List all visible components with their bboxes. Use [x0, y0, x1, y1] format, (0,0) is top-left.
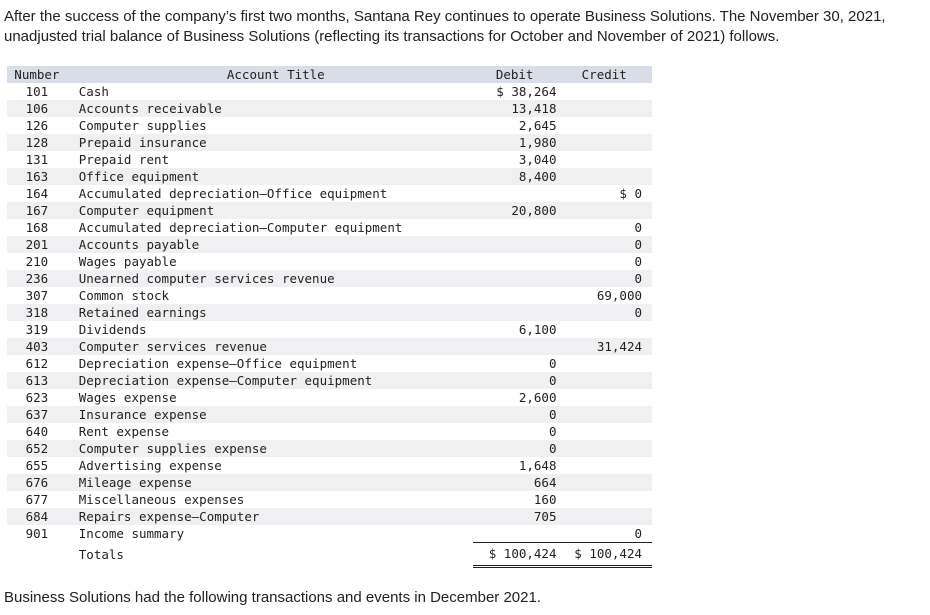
- credit-amount: [556, 457, 652, 474]
- credit-amount: 0: [634, 254, 642, 269]
- debit-amount: 20,800: [473, 202, 557, 219]
- account-number: 612: [25, 356, 49, 371]
- account-number: 167: [7, 202, 67, 219]
- table-row: [7, 457, 652, 474]
- debit-amount: 6,100: [518, 322, 557, 337]
- credit-amount: $ 0: [619, 186, 642, 201]
- account-title: Prepaid insurance: [67, 134, 473, 151]
- account-number: 677: [25, 492, 49, 507]
- account-number: 128: [7, 134, 67, 151]
- credit-amount: 0: [556, 236, 652, 253]
- table-row: [7, 372, 652, 389]
- account-title: Prepaid rent: [78, 152, 170, 167]
- totals-number-cell: [7, 543, 67, 567]
- credit-amount: 69,000: [596, 288, 642, 303]
- credit-amount: [556, 508, 652, 525]
- credit-amount: [556, 389, 652, 406]
- debit-amount: [473, 287, 557, 304]
- account-number: 126: [25, 118, 49, 133]
- debit-amount: [473, 525, 557, 543]
- table-row: [7, 321, 652, 338]
- debit-amount: 0: [473, 440, 557, 457]
- debit-amount: 0: [548, 356, 557, 371]
- table-row: [7, 253, 652, 270]
- account-number: 623: [25, 390, 49, 405]
- account-number: 106: [7, 100, 67, 117]
- table-row: [7, 185, 652, 202]
- table-row: [7, 491, 652, 508]
- table-row: [7, 100, 652, 117]
- account-title: Accumulated depreciation—Office equipment: [78, 186, 388, 201]
- account-title: Insurance expense: [67, 406, 473, 423]
- header-account-title: Account Title: [67, 66, 473, 83]
- table-body: [7, 83, 652, 567]
- account-title: Common stock: [78, 288, 170, 303]
- table-row: [7, 202, 652, 219]
- intro-paragraph: After the success of the company’s first two months, Santana Rey continues to operate Business Solutions. The November 30, 2021, unadjusted trial balance of Business Solutions (reflecting its transactions for October and November of 2021) follows.: [4, 8, 886, 45]
- account-title: Computer equipment: [67, 202, 473, 219]
- table-row: [7, 304, 652, 321]
- table-row: [7, 474, 652, 491]
- credit-amount: 31,424: [556, 338, 652, 355]
- account-number: 164: [25, 186, 49, 201]
- debit-amount: [473, 338, 557, 355]
- account-title: Wages expense: [78, 390, 177, 405]
- account-title: Advertising expense: [78, 458, 222, 473]
- account-number: 101: [25, 84, 49, 99]
- account-number: 637: [7, 406, 67, 423]
- account-title: Dividends: [78, 322, 147, 337]
- debit-amount: 705: [473, 508, 557, 525]
- credit-amount: 0: [556, 304, 652, 321]
- account-title: Accounts receivable: [67, 100, 473, 117]
- credit-amount: 0: [556, 270, 652, 287]
- account-number: 210: [25, 254, 49, 269]
- account-number: 163: [7, 168, 67, 185]
- account-title: Unearned computer services revenue: [67, 270, 473, 287]
- totals-row: [7, 543, 652, 567]
- table-row: [7, 151, 652, 168]
- table-row: [7, 389, 652, 406]
- account-number: 201: [7, 236, 67, 253]
- debit-amount: 8,400: [473, 168, 557, 185]
- credit-amount: [556, 117, 652, 134]
- table-header-row: [7, 66, 652, 83]
- credit-amount: [556, 406, 652, 423]
- credit-amount: [556, 423, 652, 440]
- account-number: 640: [25, 424, 49, 439]
- table-row: [7, 83, 652, 100]
- account-title: Computer supplies expense: [67, 440, 473, 457]
- account-number: 901: [25, 526, 49, 542]
- header-number: Number: [7, 66, 67, 83]
- credit-amount: [556, 151, 652, 168]
- account-number: 319: [25, 322, 49, 337]
- debit-amount: [473, 236, 557, 253]
- header-credit: Credit: [556, 66, 652, 83]
- debit-amount: 1,648: [518, 458, 557, 473]
- table-row: [7, 270, 652, 287]
- account-title: Cash: [78, 84, 109, 99]
- debit-amount: 13,418: [473, 100, 557, 117]
- credit-amount: 0: [634, 526, 642, 541]
- footer-paragraph: Business Solutions had the following transactions and events in December 2021.: [4, 589, 541, 606]
- account-title: Depreciation expense—Office equipment: [78, 356, 358, 371]
- debit-amount: 0: [548, 424, 557, 439]
- table-row: [7, 406, 652, 423]
- debit-amount: 664: [473, 474, 557, 491]
- header-debit: Debit: [473, 66, 557, 83]
- account-number: 168: [25, 220, 49, 235]
- totals-debit: $ 100,424: [473, 543, 557, 567]
- table-row: [7, 525, 652, 543]
- table-row: [7, 219, 652, 236]
- credit-amount: [556, 100, 652, 117]
- account-number: 684: [7, 508, 67, 525]
- account-number: 613: [7, 372, 67, 389]
- account-title: Retained earnings: [67, 304, 473, 321]
- account-title: Depreciation expense—Computer equipment: [67, 372, 473, 389]
- totals-label: Totals: [67, 543, 473, 567]
- account-title: Wages payable: [78, 254, 177, 269]
- debit-amount: 0: [473, 372, 557, 389]
- account-number: 236: [7, 270, 67, 287]
- account-number: 318: [7, 304, 67, 321]
- account-number: 307: [25, 288, 49, 303]
- account-title: Office equipment: [67, 168, 473, 185]
- debit-amount: 2,645: [518, 118, 557, 133]
- debit-amount: $ 38,264: [496, 84, 557, 99]
- account-number: 676: [7, 474, 67, 491]
- debit-amount: [473, 270, 557, 287]
- credit-amount: [556, 168, 652, 185]
- table-row: [7, 117, 652, 134]
- debit-amount: [473, 304, 557, 321]
- table-row: [7, 440, 652, 457]
- table-row: [7, 338, 652, 355]
- credit-amount: [556, 355, 652, 372]
- table-row: [7, 287, 652, 304]
- trial-balance-table-container: [7, 66, 652, 568]
- credit-amount: [556, 134, 652, 151]
- account-title: Rent expense: [78, 424, 170, 439]
- credit-amount: [556, 372, 652, 389]
- account-title: Accumulated depreciation—Computer equipment: [78, 220, 403, 235]
- debit-amount: 2,600: [518, 390, 557, 405]
- table-row: [7, 168, 652, 185]
- credit-amount: 0: [634, 220, 642, 235]
- account-title: Miscellaneous expenses: [78, 492, 245, 507]
- account-number: 655: [25, 458, 49, 473]
- debit-amount: [473, 185, 557, 202]
- credit-amount: [556, 321, 652, 338]
- account-title: Mileage expense: [67, 474, 473, 491]
- credit-amount: [556, 202, 652, 219]
- table-row: [7, 134, 652, 151]
- credit-amount: [556, 491, 652, 508]
- account-number: 131: [25, 152, 49, 167]
- totals-credit: $ 100,424: [556, 543, 652, 567]
- debit-amount: 1,980: [473, 134, 557, 151]
- table-row: [7, 355, 652, 372]
- debit-amount: 0: [473, 406, 557, 423]
- account-title: Computer supplies: [78, 118, 207, 133]
- debit-amount: 160: [533, 492, 557, 507]
- account-title: Accounts payable: [67, 236, 473, 253]
- debit-amount: [473, 219, 557, 236]
- account-number: 652: [7, 440, 67, 457]
- account-title: Repairs expense—Computer: [67, 508, 473, 525]
- debit-amount: 3,040: [518, 152, 557, 167]
- table-row: [7, 423, 652, 440]
- trial-balance-table: [7, 66, 652, 568]
- debit-amount: [473, 253, 557, 270]
- account-title: Computer services revenue: [67, 338, 473, 355]
- credit-amount: [556, 474, 652, 491]
- table-row: [7, 236, 652, 253]
- table-row: [7, 508, 652, 525]
- credit-amount: [556, 83, 652, 100]
- credit-amount: [556, 440, 652, 457]
- account-title: Income summary: [78, 526, 185, 542]
- account-number: 403: [7, 338, 67, 355]
